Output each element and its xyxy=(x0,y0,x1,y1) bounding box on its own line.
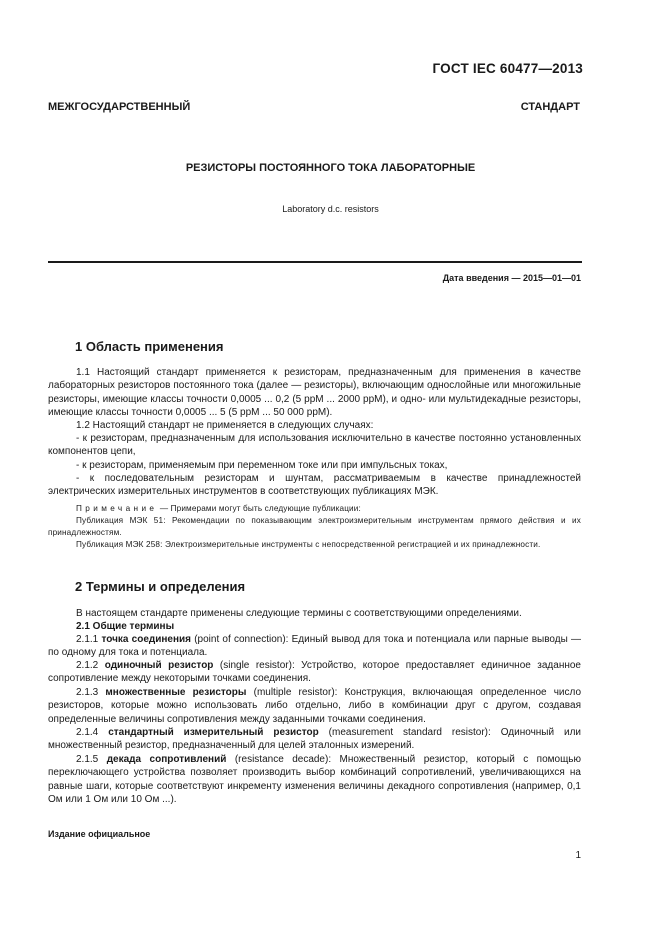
section-1-title: 1 Область применения xyxy=(75,339,224,354)
document-title-en: Laboratory d.c. resistors xyxy=(282,204,379,214)
exclusion-item-2: - к резисторам, применяемым при переменном токе или при импульсных токах, xyxy=(76,460,448,471)
term-english: (measurement standard resistor) xyxy=(328,727,489,738)
official-edition-label: Издание официальное xyxy=(48,829,151,839)
term-definition: : Конструкция, включающая определенное число резисторов, которые можно использовать либо отдельно, либо в комбинации друг с другом, создавая определенные величины сопротивления между заданными точками соединения. xyxy=(48,687,582,725)
term-2-1-5 xyxy=(48,753,581,806)
term-2-1-1 xyxy=(48,633,581,660)
term-name: точка соединения xyxy=(101,634,191,645)
introduction-date: Дата введения — 2015—01—01 xyxy=(442,273,581,283)
term-definition: : Множественный резистор, который с помощью переключающего устройства позволяет производить выбор комбинаций сопротивлений, увеличивающихся на равные шаги, которые соответствуют инкременту изменения величины декадного сопротивления (например, 0,1 Ом или 1 Ом или 10 Ом ...). xyxy=(48,754,582,805)
section-2-title: 2 Термины и определения xyxy=(75,579,246,594)
paragraph-1-2: 1.2 Настоящий стандарт не применяется в следующих случаях: xyxy=(76,420,374,431)
term-definition: : Одиночный или множественный резистор, предназначенный для целей эталонных измерений. xyxy=(48,727,582,752)
note-publication-51: Публикация МЭК 51: Рекомендации по показывающим электроизмерительным инструментам прямого действия и их принадлежностям. xyxy=(48,516,581,537)
term-definition: : Устройство, которое предоставляет единичное заданное сопротивление между некоторыми точками соединения. xyxy=(48,660,581,685)
document-code: ГОСТ IEC 60477—2013 xyxy=(432,61,583,76)
term-2-1-3 xyxy=(48,686,581,726)
note-label: Примечание xyxy=(76,504,158,513)
term-2-1-2 xyxy=(48,659,581,686)
term-english: (point of connection) xyxy=(194,634,286,645)
term-number: 2.1.4 xyxy=(76,727,99,738)
term-english: (multiple resistor) xyxy=(253,687,335,698)
page-number: 1 xyxy=(575,850,581,861)
term-number: 2.1.1 xyxy=(76,634,99,645)
term-name: множественные резисторы xyxy=(105,687,247,698)
term-number: 2.1.3 xyxy=(76,687,99,698)
term-name: стандартный измерительный резистор xyxy=(108,727,319,738)
document-title-ru: РЕЗИСТОРЫ ПОСТОЯННОГО ТОКА ЛАБОРАТОРНЫЕ xyxy=(185,162,476,174)
term-definition: : Единый вывод для тока и потенциала или парные выводы — по одному для тока и потенциала. xyxy=(48,634,581,659)
term-name: декада сопротивлений xyxy=(106,754,227,765)
paragraph-1-1: 1.1 Настоящий стандарт применяется к резисторам, предназначенным для применения в качестве лабораторных резисторов постоянного тока (далее — резисторы), включающим однослойные или многожильные резисторы, имеющие классы точности 0,0005 ... 0,2 (5 ppM ... 2000 ppM), и одно- или мультидекадные резисторы, имеющие классы точности 0,0005 ... 5 (5 ppM ... 50 000 ppM). xyxy=(48,367,581,418)
exclusion-item-1: - к резисторам, предназначенным для использования исключительно в качестве постоянно установленных компонентов цепи, xyxy=(48,433,581,458)
note-publication-258: Публикация МЭК 258: Электроизмерительные инструменты с непосредственной регистрацией и их принадлежности. xyxy=(76,540,541,549)
subsection-2-1-title: 2.1 Общие термины xyxy=(76,621,175,632)
section-2-intro: В настоящем стандарте применены следующие термины с соответствующими определениями. xyxy=(76,608,522,619)
interstate-standard-heading: МЕЖГОСУДАРСТВЕННЫЙ СТАНДАРТ xyxy=(48,101,580,113)
term-english: (resistance decade) xyxy=(234,754,329,765)
note-text: — Примерами могут быть следующие публикации: xyxy=(157,504,361,513)
term-number: 2.1.5 xyxy=(76,754,99,765)
term-english: (single resistor) xyxy=(219,660,292,671)
header-divider xyxy=(48,261,582,263)
note xyxy=(48,503,581,515)
term-number: 2.1.2 xyxy=(76,660,99,671)
exclusion-item-3: - к последовательным резисторам и шунтам, рассматриваемым в качестве принадлежностей электрических измерительных инструментов в соответствующих публикациях МЭК. xyxy=(48,473,581,498)
term-2-1-4 xyxy=(48,726,581,753)
term-name: одиночный резистор xyxy=(104,660,214,671)
